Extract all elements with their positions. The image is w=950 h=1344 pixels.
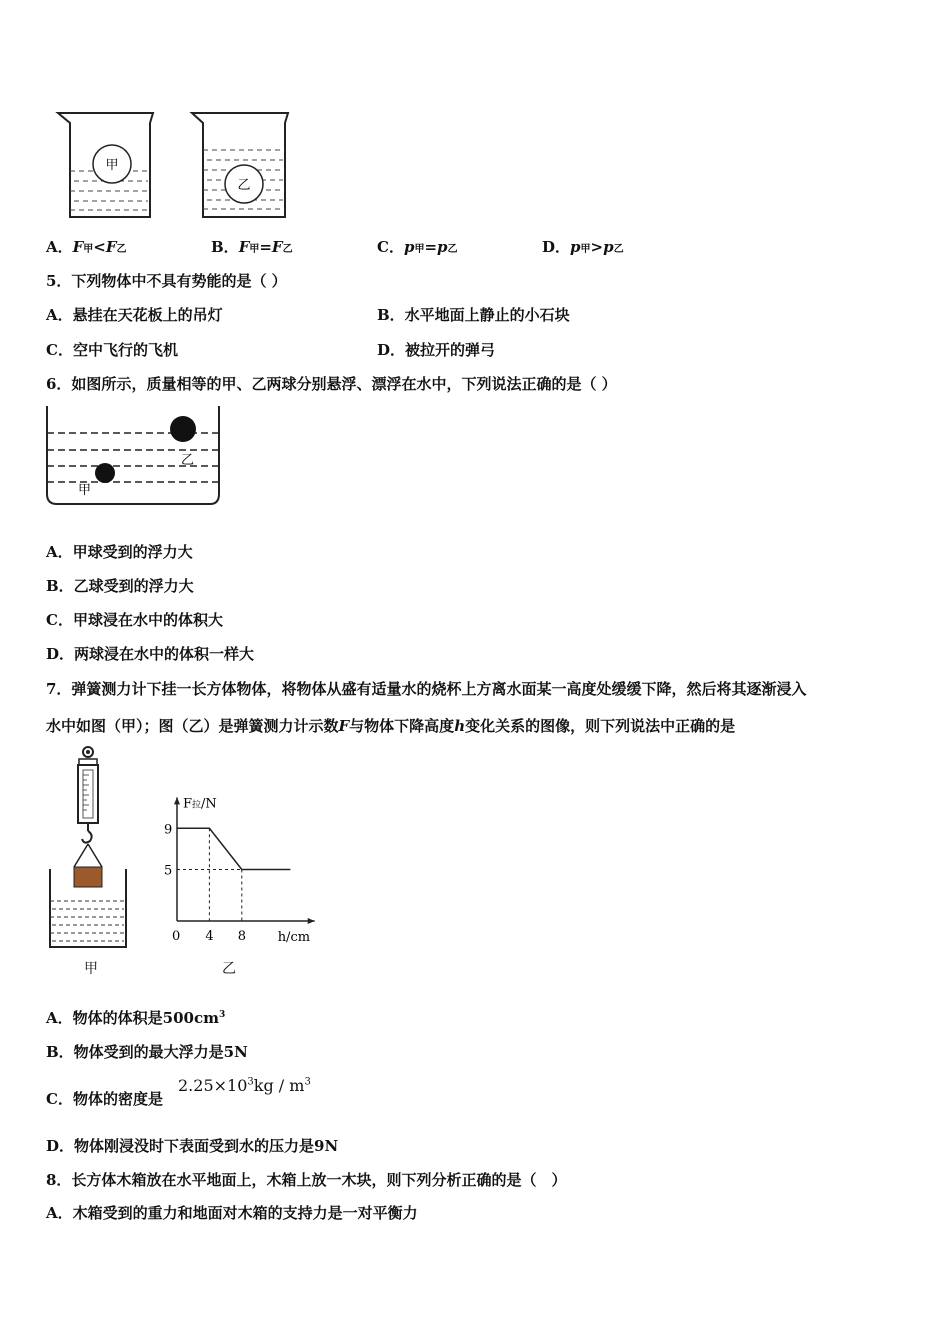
ball-yi-label: 乙 — [237, 178, 251, 193]
q4-option-b: B．F甲=F乙 — [211, 238, 293, 256]
x-axis-label: h/cm — [277, 930, 311, 945]
beakers-figure — [40, 105, 310, 225]
q7-stem-line2: 水中如图（甲）；图（乙）是弹簧测力计示数F与物体下降高度h变化关系的图像，则下列说法中正确的是 — [46, 717, 736, 735]
q5-option-d: D．被拉开的弹弓 — [377, 341, 496, 359]
ball-jia-tag: 甲 — [78, 483, 92, 498]
q7-option-d: D．物体刚浸没时下表面受到水的压力是9N — [46, 1137, 339, 1155]
y-axis-label: F拉/N — [183, 796, 217, 812]
y-axis-arrow — [174, 797, 180, 804]
q6-option-a: A．甲球受到的浮力大 — [46, 543, 193, 561]
x-tick-label: 8 — [237, 929, 247, 944]
q7-option-c-formula: $2.25\times 10^3kg / m^3$ — [178, 1076, 311, 1095]
ball-yi-tag: 乙 — [181, 453, 195, 468]
q5-option-c: C．空中飞行的飞机 — [46, 341, 178, 359]
data-series-line — [177, 828, 290, 869]
x-tick-label: 4 — [205, 929, 214, 944]
q7-option-b: B．物体受到的最大浮力是5N — [46, 1043, 248, 1061]
q6-option-d: D．两球浸在水中的体积一样大 — [46, 645, 255, 663]
ball-yi-floating — [170, 416, 196, 442]
q4-option-d: D．p甲>p乙 — [542, 238, 624, 256]
q6-option-c: C．甲球浸在水中的体积大 — [46, 611, 223, 629]
q4-option-a: A．F甲<F乙 — [46, 238, 127, 256]
ball-jia-suspended — [95, 463, 115, 483]
q7-option-c: C．物体的密度是 — [46, 1090, 163, 1108]
y-tick-label: 9 — [164, 822, 173, 838]
x-tick-label: 0 — [172, 929, 181, 944]
q5-stem: 5．下列物体中不具有势能的是（ ） — [46, 272, 287, 290]
q6-option-b: B．乙球受到的浮力大 — [46, 577, 194, 595]
spring-scale-figure — [44, 743, 134, 953]
q8-option-a: A．木箱受到的重力和地面对木箱的支持力是一对平衡力 — [46, 1204, 418, 1222]
q6-stem: 6．如图所示，质量相等的甲、乙两球分别悬浮、漂浮在水中，下列说法正确的是（ ） — [46, 375, 617, 393]
q8-stem: 8．长方体木箱放在水平地面上，木箱上放一木块，则下列分析正确的是（ ） — [46, 1171, 567, 1189]
q4-option-c: C．p甲=p乙 — [377, 238, 458, 256]
water-tank-figure — [44, 402, 224, 510]
force-height-chart — [155, 785, 320, 955]
x-axis-arrow — [308, 918, 315, 924]
ball-jia-label: 甲 — [105, 158, 119, 173]
q7-option-a: A．物体的体积是$500cm^3$ — [46, 1009, 226, 1027]
figure-caption-yi: 乙 — [222, 961, 236, 977]
q7-stem-line1: 7．弹簧测力计下挂一长方体物体，将物体从盛有适量水的烧杯上方离水面某一高度处缓缓下降，然后将其逐渐浸入 — [46, 680, 807, 698]
figure-caption-jia: 甲 — [84, 961, 98, 977]
wooden-block — [74, 867, 102, 887]
q5-option-a: A．悬挂在天花板上的吊灯 — [46, 306, 223, 324]
q5-option-b: B．水平地面上静止的小石块 — [377, 306, 570, 324]
y-tick-label: 5 — [164, 863, 173, 879]
